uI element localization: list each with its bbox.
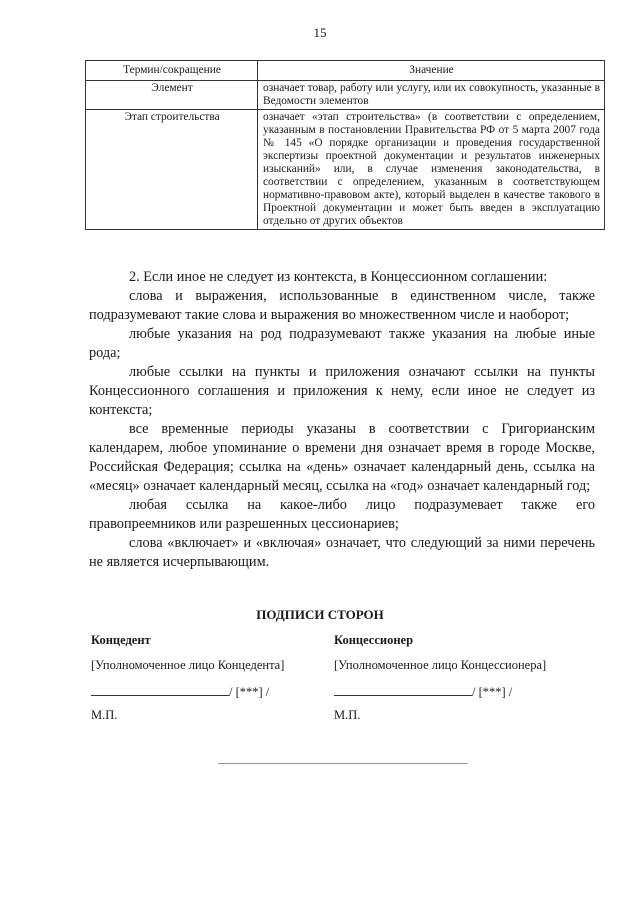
signature-blank — [334, 683, 472, 696]
clause-item: все временные периоды указаны в соответствии с Григорианским календарем, любое упоминание о времени дня означает время в городе Москве, Российская Федерация; ссылка на «день» означает календарный день, ссылка на «месяц» означает календарный месяц, ссылка на «год» означает календарный год; — [89, 421, 595, 494]
table-header-row — [86, 61, 605, 81]
clause-item: любые указания на род подразумевают также указания на любые иные рода; — [89, 326, 595, 361]
column-header-meaning: Значение — [258, 61, 605, 81]
signature-blank — [91, 683, 229, 696]
table-cell-meaning: означает товар, работу или услугу, или их совокупность, указанные в Ведомости элементов — [258, 81, 605, 110]
signature-suffix: / [***] / — [229, 685, 270, 699]
clause-intro: 2. Если иное не следует из контекста, в Концессионном соглашении: — [129, 269, 548, 285]
clause-item: любая ссылка на какое-либо лицо подразумевает также его правопреемников или разрешенных цессионариев; — [89, 497, 595, 532]
table-cell-meaning: означает «этап строительства» (в соответствии с определением, указанным в постановлении Правительства РФ от 5 марта 2007 года № 145 «О порядке организации и проведения государственной экспертизы проектной документации и результатов инженерных изысканий» или, в случае изменения законодательства, в соответствии с определением, указанным в соответствующем нормативно-правовом акте), который выделен в качестве такового в Проектной документации и может быть введен в эксплуатацию отдельно от других объектов — [258, 110, 605, 230]
clause-item: любые ссылки на пункты и приложения означают ссылки на пункты Концессионного соглашения и приложения к нему, если иное не следует из контекста; — [89, 364, 595, 418]
signature-suffix: / [***] / — [472, 685, 513, 699]
signature-block-concessionaire — [334, 633, 547, 722]
clause-item: слова «включает» и «включая» означает, что следующий за ними перечень не является исчерпывающим. — [89, 535, 595, 570]
signature-block-grantor — [91, 633, 285, 722]
signature-line — [334, 683, 512, 700]
footer-divider — [218, 763, 468, 764]
interpretation-clause — [89, 268, 595, 572]
clause-item: слова и выражения, использованные в единственном числе, также подразумевают такие слова и выражения во множественном числе и наоборот; — [89, 288, 595, 323]
signature-line — [91, 683, 269, 700]
terms-table — [85, 60, 605, 230]
column-header-term: Термин/сокращение — [86, 61, 258, 81]
seal-mark: М.П. — [91, 708, 118, 722]
table-row — [86, 81, 605, 110]
table-cell-term: Этап строительства — [86, 110, 258, 230]
page-number: 15 — [313, 25, 327, 40]
representative-placeholder: [Уполномоченное лицо Концедента] — [91, 658, 285, 672]
table-cell-term: Элемент — [86, 81, 258, 110]
seal-mark: М.П. — [334, 708, 361, 722]
table-row — [86, 110, 605, 230]
party-name: Концессионер — [334, 633, 414, 647]
party-name: Концедент — [91, 633, 151, 647]
representative-placeholder: [Уполномоченное лицо Концессионера] — [334, 658, 547, 672]
signatures-title: ПОДПИСИ СТОРОН — [256, 607, 384, 622]
